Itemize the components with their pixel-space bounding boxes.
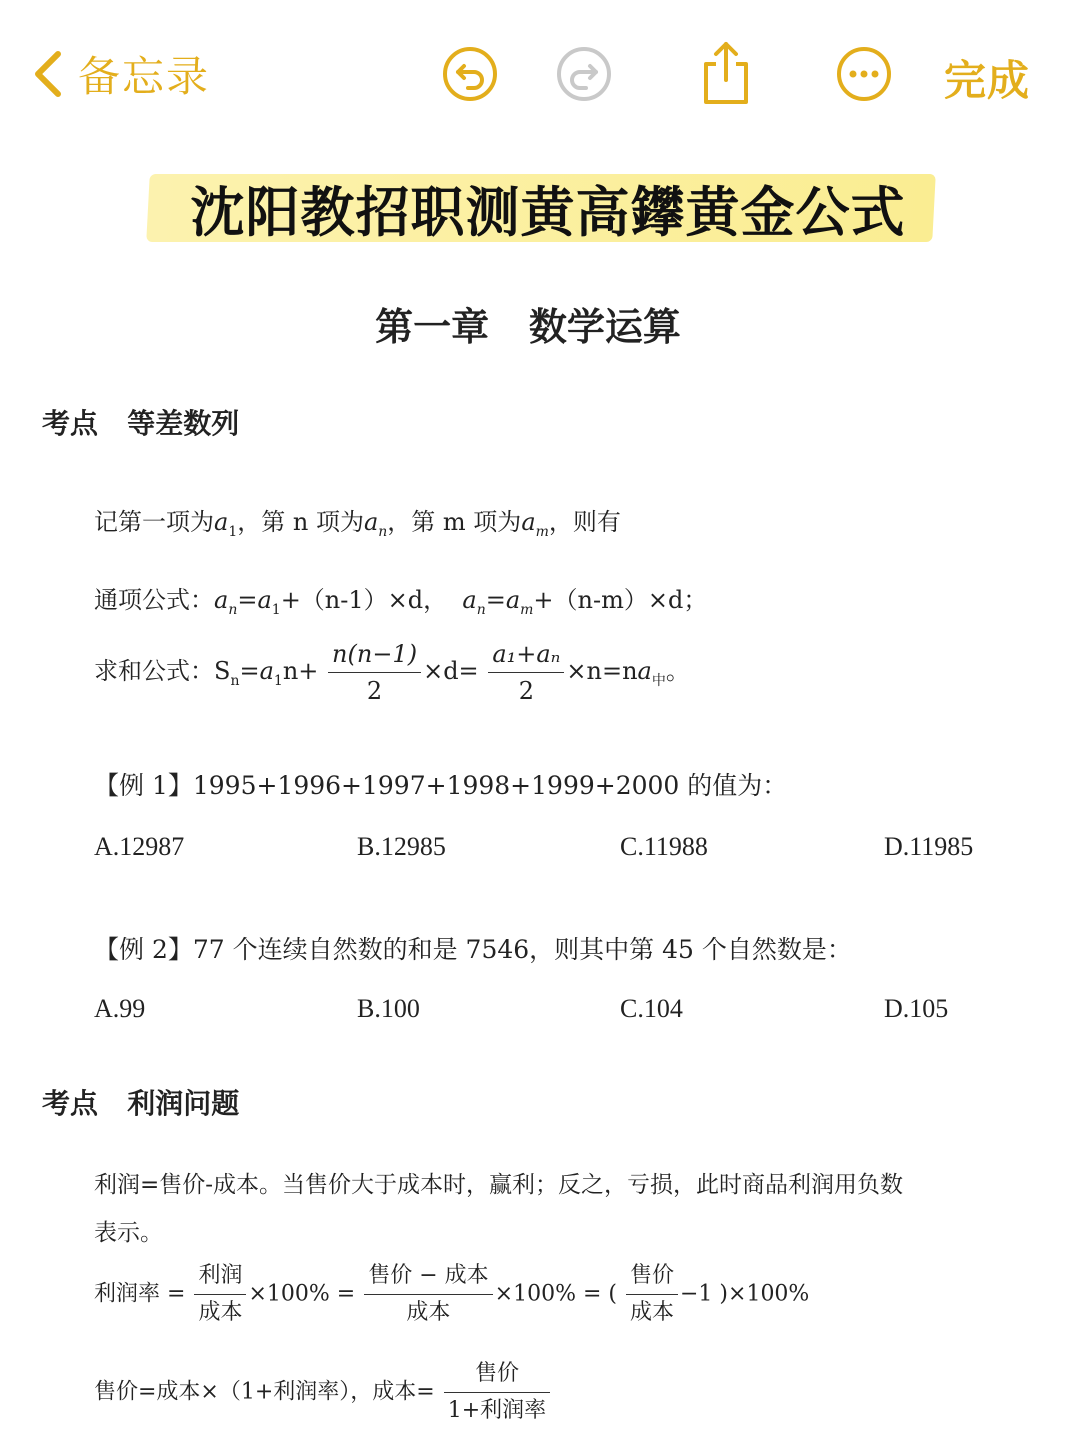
- note-title-block: [148, 160, 938, 246]
- example-1-question: 【例 1】1995+1996+1997+1998+1999+2000 的值为：: [94, 771, 788, 800]
- sum-fraction-1: $\frac{n(n-1)}{2}$: [328, 636, 421, 709]
- arith-line-sum: 求和公式：$S_n=a_1n+$ $\frac{n(n-1)}{2}$ ×d= $\frac{\text{a₁+aₙ}}{2}$ $\times n=na_中$。: [94, 636, 690, 709]
- section-heading-arithmetic: 考点 等差数列: [42, 407, 240, 440]
- example-1-option-a: A.12987: [94, 832, 185, 861]
- example-2-option-b: B.100: [357, 994, 420, 1023]
- chevron-left-icon: [30, 44, 66, 104]
- example-1-option-b: B.12985: [357, 832, 446, 861]
- profit-definition-line-2: 表示。: [94, 1220, 163, 1246]
- profit-definition-line-1: 利润=售价-成本。当售价大于成本时，赢利；反之，亏损，此时商品利润用负数: [94, 1172, 904, 1198]
- example-2-option-c: C.104: [620, 994, 683, 1023]
- note-title: 沈阳教招职测黄高鑻黄金公式: [190, 180, 906, 244]
- arith-line-1: 记第一项为$a_1$，第 n 项为$a_n$，第 m 项为$a_m$，则有: [94, 508, 621, 540]
- example-2-option-d: D.105: [884, 994, 949, 1023]
- arith-line-general-term: 通项公式：$a_n=a_1+(n-1)\times d$， $a_n=a_m+(n-m)\times d$；: [94, 586, 708, 618]
- profit-rate-fraction-2: $\frac{\text{售价 − 成本}}{\text{成本}}$: [364, 1258, 492, 1331]
- back-label: 备忘录: [78, 52, 211, 101]
- back-button[interactable]: [30, 44, 210, 104]
- redo-icon[interactable]: [554, 44, 614, 104]
- price-cost-formula: 售价=成本×（1+利润率），成本= $\frac{\text{售价}}{\text{1+利润率}}$: [94, 1356, 552, 1429]
- more-icon[interactable]: [834, 44, 894, 104]
- profit-rate-formula: 利润率 = $\frac{\text{利润}}{\text{成本}}$ ×100% = $\frac{\text{售价 − 成本}}{\text{成本}}$ ×100% = ( $\frac{\text{售价}}{\text{成本}}$ −1 )×100%: [94, 1258, 809, 1331]
- undo-icon[interactable]: [440, 44, 500, 104]
- done-button[interactable]: 完成: [944, 56, 1031, 105]
- cost-fraction: $\frac{\text{售价}}{\text{1+利润率}}$: [444, 1356, 550, 1429]
- chapter-heading: 第一章 数学运算: [375, 304, 681, 349]
- share-icon[interactable]: [696, 40, 756, 106]
- sum-fraction-2: $\frac{\text{a₁+aₙ}}{2}$: [488, 636, 564, 709]
- profit-rate-fraction-3: $\frac{\text{售价}}{\text{成本}}$: [626, 1258, 678, 1331]
- example-1-option-d: D.11985: [884, 832, 974, 861]
- example-2-option-a: A.99: [94, 994, 146, 1023]
- profit-rate-fraction-1: $\frac{\text{利润}}{\text{成本}}$: [194, 1258, 246, 1331]
- example-1-option-c: C.11988: [620, 832, 708, 861]
- section-heading-profit: 考点 利润问题: [42, 1087, 240, 1120]
- example-2-question: 【例 2】77 个连续自然数的和是 7546，则其中第 45 个自然数是：: [94, 935, 852, 964]
- toolbar: [0, 0, 1080, 150]
